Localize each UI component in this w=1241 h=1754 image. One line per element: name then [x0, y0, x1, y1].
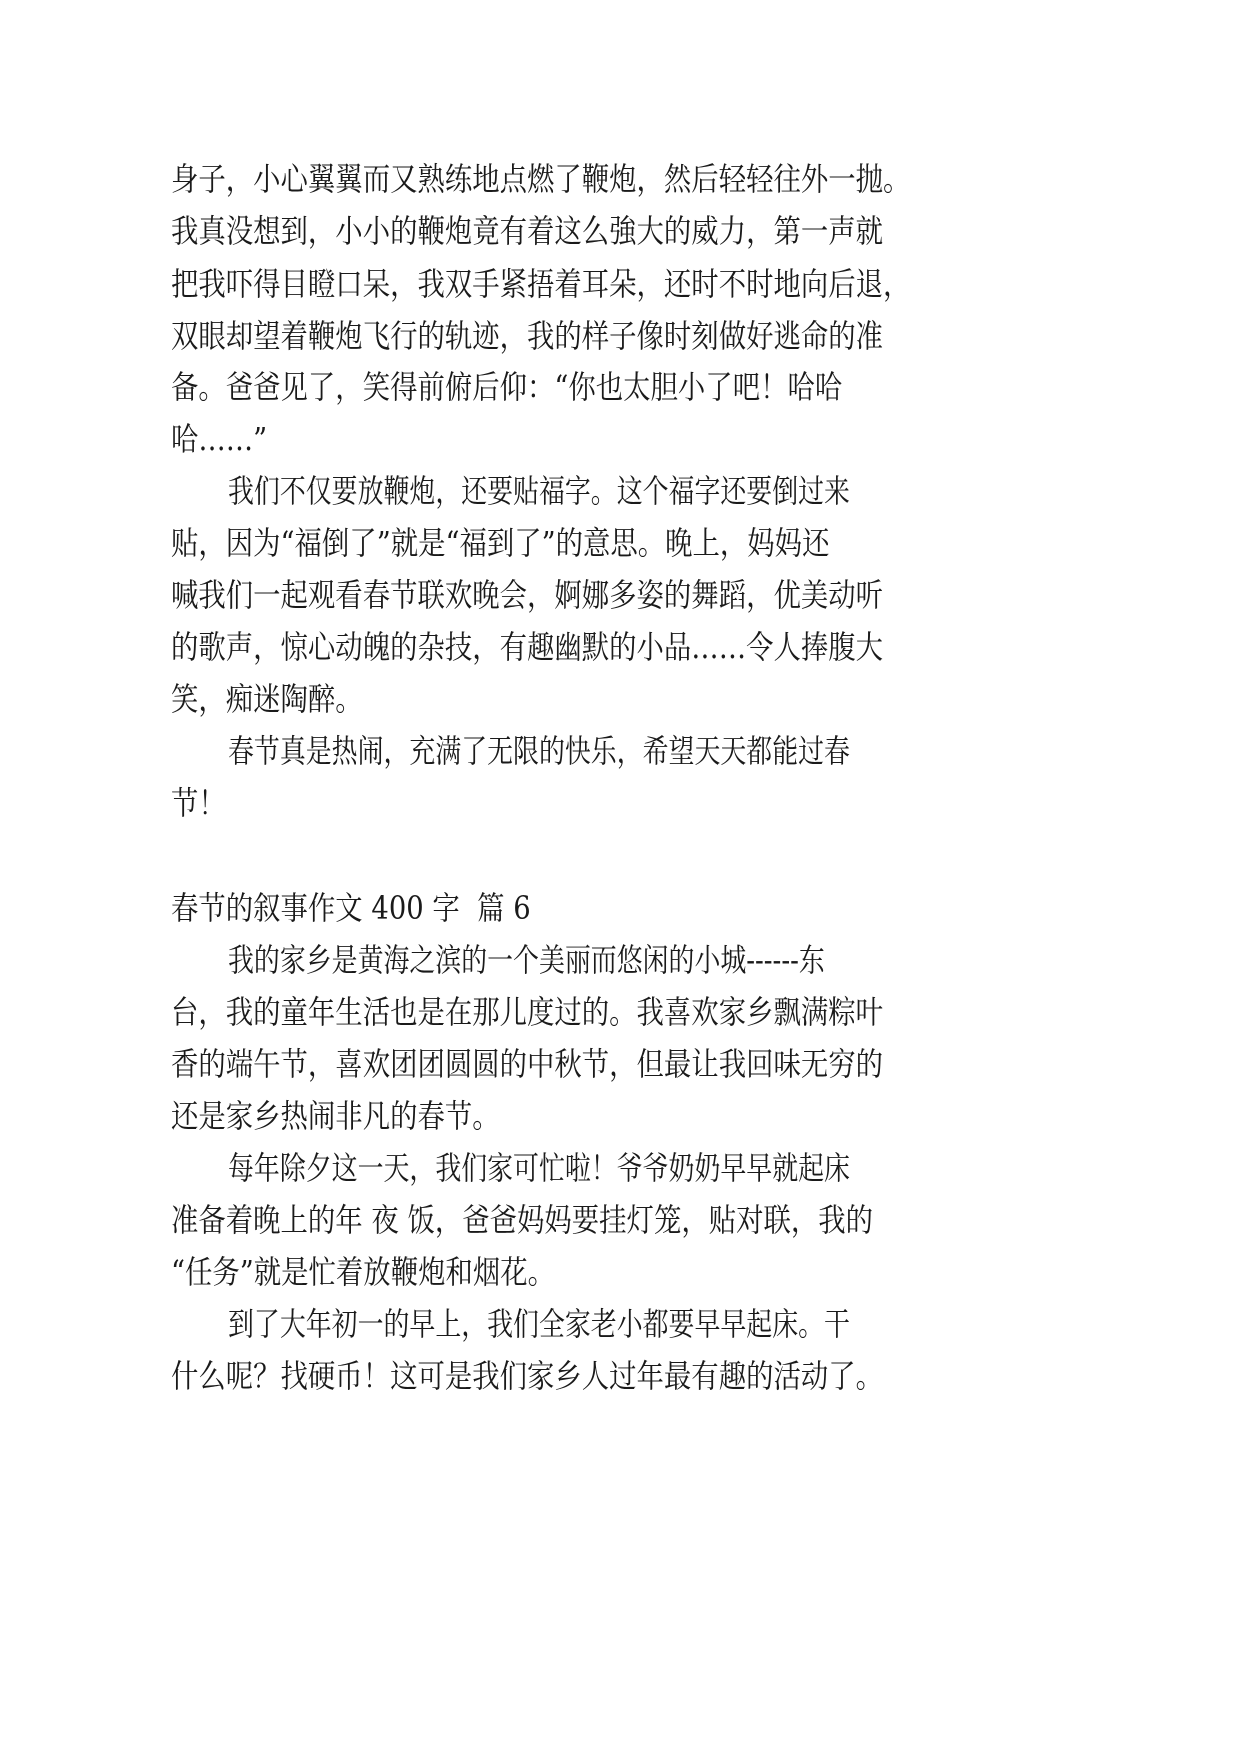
text-line: 喊我们一起观看春节联欢晚会，婀娜多姿的舞蹈，优美动听	[171, 576, 884, 614]
text-line: 身子，小心翼翼而又熟练地点燃了鞭炮，然后轻轻往外一抛。	[171, 160, 911, 198]
text-line: 的歌声，惊心动魄的杂技，有趣幽默的小品……令人捧腹大	[171, 628, 884, 666]
text-line: 把我吓得目瞪口呆，我双手紧捂着耳朵，还时不时地向后退，	[171, 265, 911, 303]
section-heading: 春节的叙事作文 400 字 篇 6	[171, 889, 531, 927]
text-line: 到了大年初一的早上，我们全家老小都要早早起床。干	[228, 1305, 850, 1343]
text-line: 春节真是热闹，充满了无限的快乐，希望天天都能过春	[228, 732, 850, 770]
text-line: 备。爸爸见了，笑得前俯后仰：“你也太胆小了吧！哈哈	[171, 368, 843, 406]
text-line: 节！	[171, 784, 226, 822]
text-line: 香的端午节，喜欢团团圆圆的中秋节，但最让我回味无穷的	[171, 1045, 884, 1083]
text-line: 我的家乡是黄海之滨的一个美丽而悠闲的小城------东	[228, 941, 825, 979]
text-line: 什么呢？找硬币！这可是我们家乡人过年最有趣的活动了。	[171, 1357, 884, 1395]
text-line: 贴，因为“福倒了”就是“福到了”的意思。晚上，妈妈还	[171, 524, 830, 562]
text-line: 每年除夕这一天，我们家可忙啦！爷爷奶奶早早就起床	[228, 1149, 850, 1187]
text-line: 我真没想到，小小的鞭炮竟有着这么強大的威力，第一声就	[171, 212, 884, 250]
text-line: 哈……”	[171, 420, 268, 458]
text-line: 还是家乡热闹非凡的春节。	[171, 1097, 500, 1135]
text-line: 准备着晚上的年 夜 饭，爸爸妈妈要挂灯笼，贴对联，我的	[171, 1201, 874, 1239]
text-line: 双眼却望着鞭炮飞行的轨迹，我的样子像时刻做好逃命的准	[171, 317, 884, 355]
text-line: 台，我的童年生活也是在那儿度过的。我喜欢家乡飘满粽叶	[171, 993, 884, 1031]
text-line: 我们不仅要放鞭炮，还要贴福字。这个福字还要倒过来	[228, 472, 850, 510]
text-line: 笑，痴迷陶醉。	[171, 680, 363, 718]
text-line: “任务”就是忙着放鞭炮和烟花。	[171, 1253, 556, 1291]
